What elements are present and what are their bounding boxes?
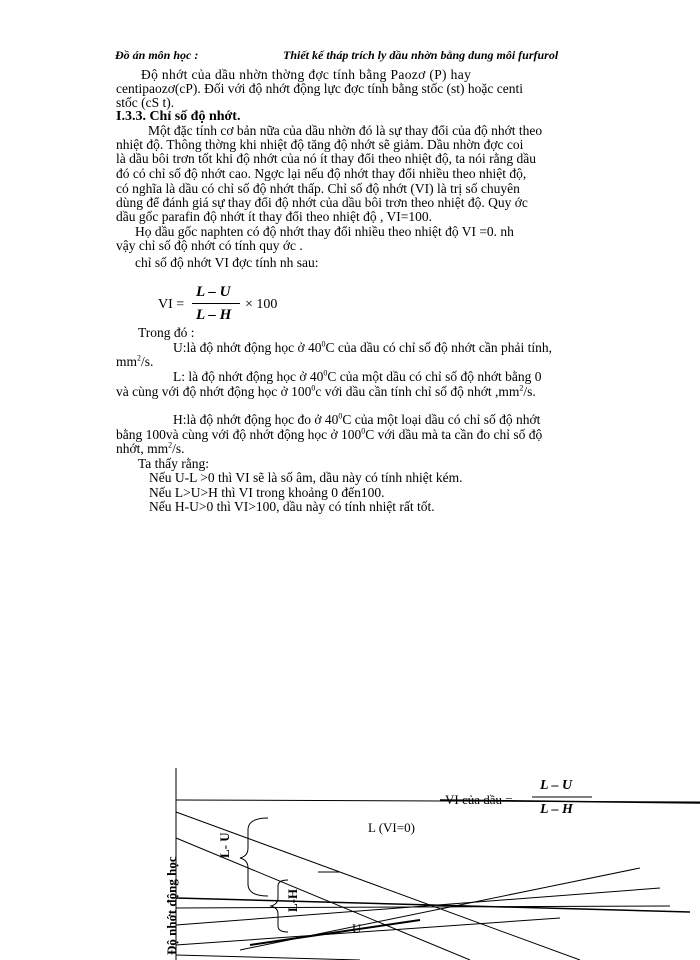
- header-left: Đồ án môn học :: [115, 48, 199, 62]
- body-line-2: nhiệt độ. Thông thờng khi nhiệt độ tăng độ nhớt sẽ giảm. Dầu nhờn đợc coi: [116, 137, 524, 152]
- intro-line-2: centipaozơ(cP). Đối với độ nhớt động lực đợc tính bằng stốc (st) hoặc centi: [116, 81, 524, 96]
- body-line-6: dùng để đánh giá sự thay đổi độ nhớt của dầu bôi trơn theo nhiệt độ. Quy ớc: [116, 195, 528, 210]
- conclusion-1: Nếu U-L >0 thì VI sẽ là số âm, dầu này có tính nhiệt kém.: [149, 470, 463, 485]
- vi-frac-numerator: L – U: [540, 778, 573, 793]
- body-line-4: đó có chỉ số độ nhớt cao. Ngợc lại nếu độ nhớt thay đổi nhiều theo nhiệt độ,: [116, 166, 527, 181]
- formula-lhs: VI =: [158, 297, 185, 312]
- body-line-8: Họ dầu gốc naphten có độ nhớt thay đổi nhiều theo nhiệt độ VI =0. nh: [135, 224, 514, 239]
- body-line-5: có nghĩa là dầu có chỉ số độ nhớt thấp. Chỉ số độ nhớt (VI) là trị số chuyên: [116, 181, 520, 196]
- def-u-line-1: U:là độ nhớt động học ở $40^0C$ của dầu có chỉ số độ nhớt cần phải tính,: [173, 339, 552, 355]
- conclusion-3: Nếu H-U>0 thì VI>100, dầu này có tính nhiệt rất tốt.: [149, 499, 435, 514]
- y-axis-label: Độ nhớt động học: [164, 856, 179, 955]
- body-line-7: dầu gốc parafin độ nhớt ít thay đổi theo nhiệt độ , VI=100.: [116, 209, 432, 224]
- def-h-line-3: nhớt, $mm^2/s$.: [116, 440, 185, 456]
- conclusion-2: Nếu L>U>H thì VI trong khoảng 0 đến100.: [149, 485, 385, 500]
- vi-label: VI của dầu =: [445, 792, 513, 807]
- formula-denominator: L – H: [196, 307, 232, 323]
- def-l-line-1: L: là độ nhớt động học ở $40^0C$ của một dầu có chỉ số độ nhớt bằng 0: [173, 368, 542, 384]
- def-h-line-1: H:là độ nhớt động học đo ở $40^0C$ của một loại dầu có chỉ số độ nhớt: [173, 411, 541, 427]
- formula-numerator: L – U: [196, 284, 231, 300]
- point-u-label: U: [352, 921, 362, 936]
- body-line-9: vậy chỉ số độ nhớt có tính quy ớc .: [116, 238, 303, 253]
- body-line-3: là dầu bôi trơn tốt khi độ nhớt của nó ít thay đổi theo nhiệt độ, ta nói rằng dầu: [116, 151, 536, 166]
- def-l-line-2: và cùng với độ nhớt động học ở $100^0c$ với dầu cần tính chỉ số độ nhớt $,mm^2/s$.: [116, 383, 536, 399]
- defs-intro: Trong đó :: [138, 325, 195, 340]
- conclusions-intro: Ta thấy rằng:: [138, 456, 210, 471]
- header-right: Thiết kế tháp trích ly dầu nhờn bằng dung môi furfurol: [283, 48, 559, 62]
- vi-frac-denominator: L – H: [540, 802, 573, 817]
- line-g: [176, 955, 360, 960]
- intro-line-1: Độ nhớt của dầu nhờn thờng đợc tính bằng Paozơ (P) hay: [141, 67, 472, 82]
- section-title: I.3.3. Chỉ số độ nhớt.: [116, 109, 241, 124]
- brace-lu-label: L- U: [217, 832, 232, 858]
- curve-l-label: L (VI=0): [368, 820, 415, 835]
- brace-lh-label: L-H: [285, 888, 300, 912]
- def-h-line-2: bằng 100và cùng với độ nhớt động học ở $100^0C$ với dầu mà ta cần đo chỉ số độ: [116, 426, 543, 442]
- line-h: [250, 920, 420, 945]
- intro-line-3: stốc (cS t).: [116, 95, 175, 110]
- brace-l-u: [240, 818, 268, 896]
- body-line-1: Một đặc tính cơ bản nữa của dầu nhờn đó là sự thay đổi của độ nhớt theo: [148, 123, 543, 138]
- body-line-10: chỉ số độ nhớt VI đợc tính nh sau:: [135, 255, 319, 270]
- def-u-line-2: $mm^2/s$.: [116, 353, 154, 369]
- formula-times-100: × 100: [245, 297, 278, 312]
